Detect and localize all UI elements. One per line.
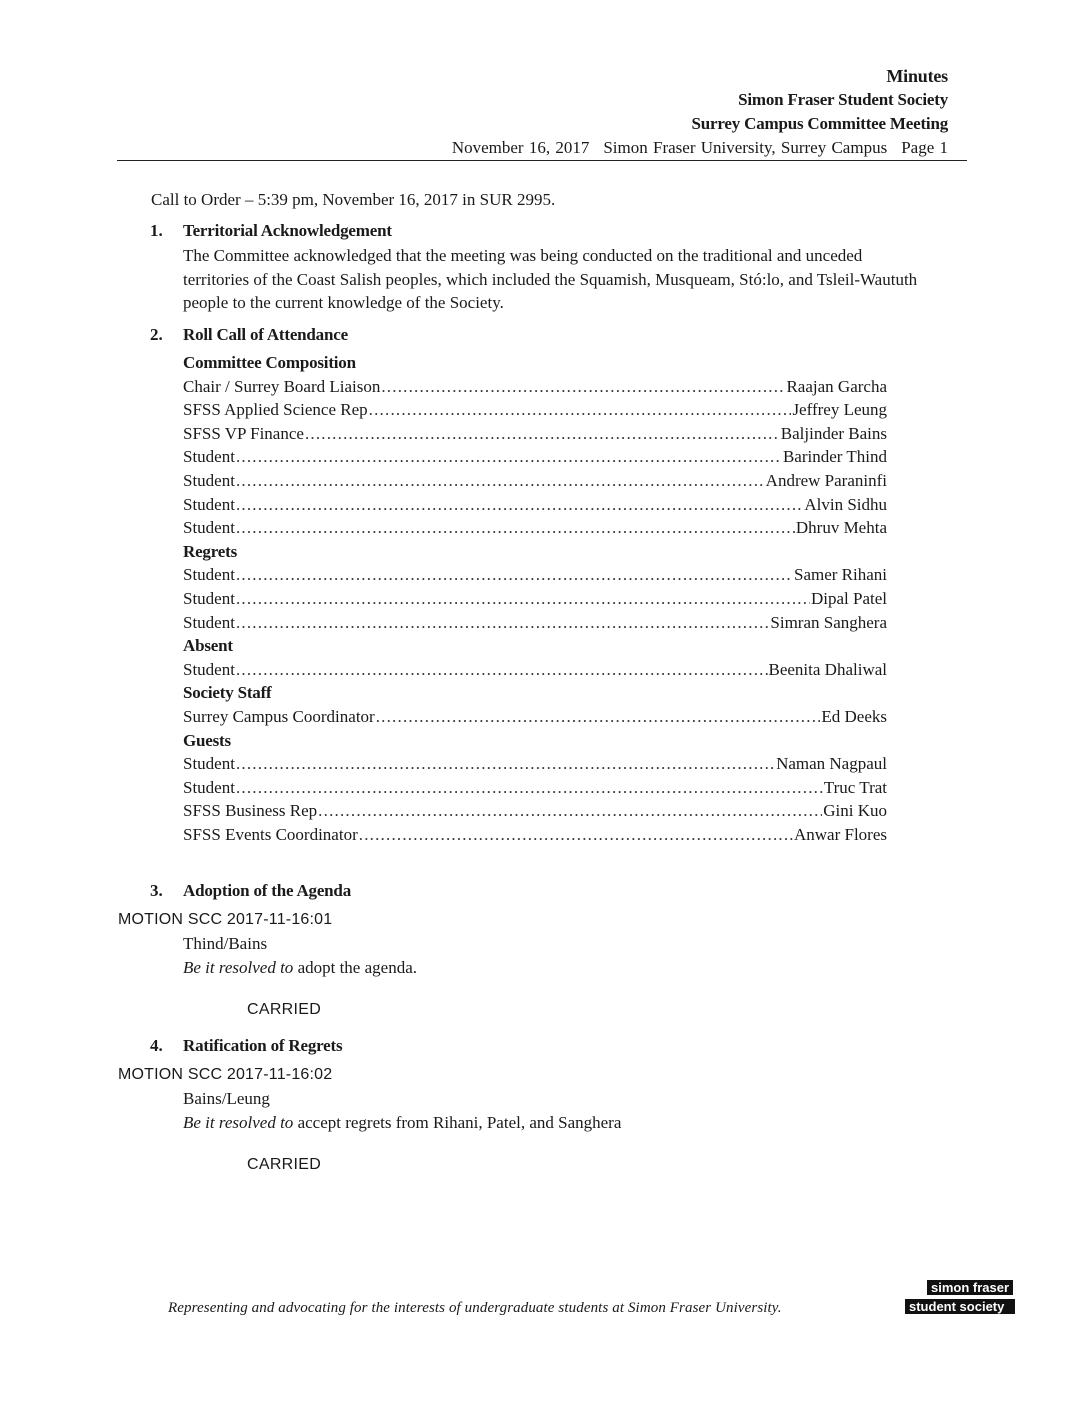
attendee-name: Dipal Patel	[810, 588, 887, 608]
leader-dots	[236, 589, 810, 609]
attendee-name: Anwar Flores	[793, 824, 887, 844]
group-heading: Society Staff	[183, 683, 272, 703]
attendee-row	[183, 377, 887, 401]
meeting-location: Simon Fraser University, Surrey Campus	[603, 138, 888, 157]
attendee-row	[183, 447, 887, 471]
attendee-name: Jeffrey Leung	[792, 400, 887, 420]
section-title: Territorial Acknowledgement	[183, 221, 392, 240]
attendee-row	[183, 801, 887, 825]
doc-type: Minutes	[886, 66, 948, 86]
leader-dots	[381, 377, 785, 397]
attendee-name: Andrew Paraninfi	[765, 470, 887, 490]
attendee-role: SFSS Events Coordinator	[183, 824, 358, 844]
attendee-name: Truc Trat	[823, 777, 887, 797]
attendee-role: Student	[183, 612, 235, 632]
attendee-row	[183, 518, 887, 542]
header-divider	[117, 160, 967, 161]
leader-dots	[236, 518, 795, 538]
motion-id: MOTION SCC 2017-11-16:02	[118, 1066, 333, 1083]
acknowledgement-text: The Committee acknowledged that the meeting was being conducted on the traditional and unceded territories of the Coast Salish peoples, which included the Squamish, Musqueam, Stó:lo, and Tsleil-Waututh people to the current knowledge of the Society.	[183, 246, 918, 312]
section-title: Adoption of the Agenda	[183, 881, 351, 900]
leader-dots	[318, 801, 822, 821]
attendee-row	[183, 589, 887, 613]
document-header	[452, 64, 948, 160]
sfss-logo	[905, 1279, 1015, 1313]
meeting-name: Surrey Campus Committee Meeting	[691, 114, 948, 133]
attendee-name: Baljinder Bains	[780, 423, 887, 443]
section-number: 1.	[150, 221, 163, 240]
attendee-name: Simran Sanghera	[770, 612, 887, 632]
motion-result: CARRIED	[247, 1001, 322, 1018]
attendee-role: Student	[183, 565, 235, 585]
section-number: 3.	[150, 881, 163, 900]
attendee-role: Student	[183, 588, 235, 608]
group-heading: Absent	[183, 636, 233, 656]
attendee-role: Student	[183, 494, 235, 514]
group-heading: Committee Composition	[183, 353, 356, 372]
motion-movers: Thind/Bains	[183, 934, 268, 953]
leader-dots	[305, 424, 780, 444]
attendee-name: Alvin Sidhu	[804, 494, 887, 514]
attendee-role: Student	[183, 518, 235, 538]
attendee-row	[183, 471, 887, 495]
attendee-name: Raajan Garcha	[786, 376, 887, 396]
attendee-name: Beenita Dhaliwal	[768, 659, 887, 679]
attendee-row	[183, 754, 887, 778]
call-to-order: Call to Order – 5:39 pm, November 16, 2017 in SUR 2995.	[151, 190, 556, 209]
roll-call-list	[183, 353, 887, 848]
logo-line-1: simon fraser	[927, 1280, 1013, 1295]
leader-dots	[236, 565, 793, 585]
org-name: Simon Fraser Student Society	[738, 90, 948, 109]
attendee-name: Ed Deeks	[821, 706, 887, 726]
leader-dots	[236, 754, 775, 774]
attendee-row	[183, 424, 887, 448]
section-number: 2.	[150, 325, 163, 344]
motion-id: MOTION SCC 2017-11-16:01	[118, 911, 333, 928]
attendee-row	[183, 565, 887, 589]
attendee-row	[183, 825, 887, 849]
attendee-row	[183, 613, 887, 637]
attendee-name: Dhruv Mehta	[795, 518, 887, 538]
attendee-role: Student	[183, 470, 235, 490]
leader-dots	[236, 778, 823, 798]
attendee-row	[183, 400, 887, 424]
attendee-row	[183, 660, 887, 684]
attendee-row	[183, 707, 887, 731]
attendee-role: Student	[183, 447, 235, 467]
section-number: 4.	[150, 1036, 163, 1055]
attendee-role: SFSS Business Rep	[183, 801, 318, 821]
attendee-row	[183, 778, 887, 802]
attendee-role: Student	[183, 659, 235, 679]
attendee-row	[183, 495, 887, 519]
attendee-name: Naman Nagpaul	[776, 754, 887, 774]
leader-dots	[376, 707, 821, 727]
leader-dots	[236, 447, 782, 467]
leader-dots	[236, 495, 803, 515]
leader-dots	[236, 471, 765, 491]
meeting-date: November 16, 2017	[451, 138, 590, 157]
leader-dots	[369, 400, 792, 420]
resolution-text: accept regrets from Rihani, Patel, and Sanghera	[297, 1113, 622, 1132]
attendee-role: Student	[183, 754, 235, 774]
attendee-role: Surrey Campus Coordinator	[183, 706, 375, 726]
attendee-role: Student	[183, 777, 235, 797]
resolution-prefix: Be it resolved to	[183, 958, 294, 977]
attendee-name: Barinder Thind	[782, 447, 887, 467]
leader-dots	[359, 825, 793, 845]
attendee-role: Chair / Surrey Board Liaison	[183, 376, 381, 396]
attendee-role: SFSS VP Finance	[183, 423, 304, 443]
attendee-name: Samer Rihani	[793, 565, 887, 585]
logo-line-2: student society	[905, 1299, 1015, 1314]
attendee-name: Gini Kuo	[823, 801, 887, 821]
section-title: Ratification of Regrets	[183, 1036, 343, 1055]
footer-tagline: Representing and advocating for the interests of undergraduate students at Simon Fraser University.	[168, 1300, 782, 1316]
page-number: Page 1	[901, 138, 948, 157]
motion-resolution	[183, 956, 417, 980]
resolution-prefix: Be it resolved to	[183, 1113, 294, 1132]
group-heading: Regrets	[183, 541, 237, 561]
motion-resolution	[183, 1111, 621, 1135]
section-title: Roll Call of Attendance	[183, 325, 348, 344]
leader-dots	[236, 660, 768, 680]
attendee-role: SFSS Applied Science Rep	[183, 400, 368, 420]
header-meta	[452, 136, 948, 160]
group-heading: Guests	[183, 730, 231, 750]
resolution-text: adopt the agenda.	[297, 958, 417, 977]
leader-dots	[236, 613, 769, 633]
motion-movers: Bains/Leung	[183, 1089, 270, 1108]
motion-result: CARRIED	[247, 1156, 322, 1173]
